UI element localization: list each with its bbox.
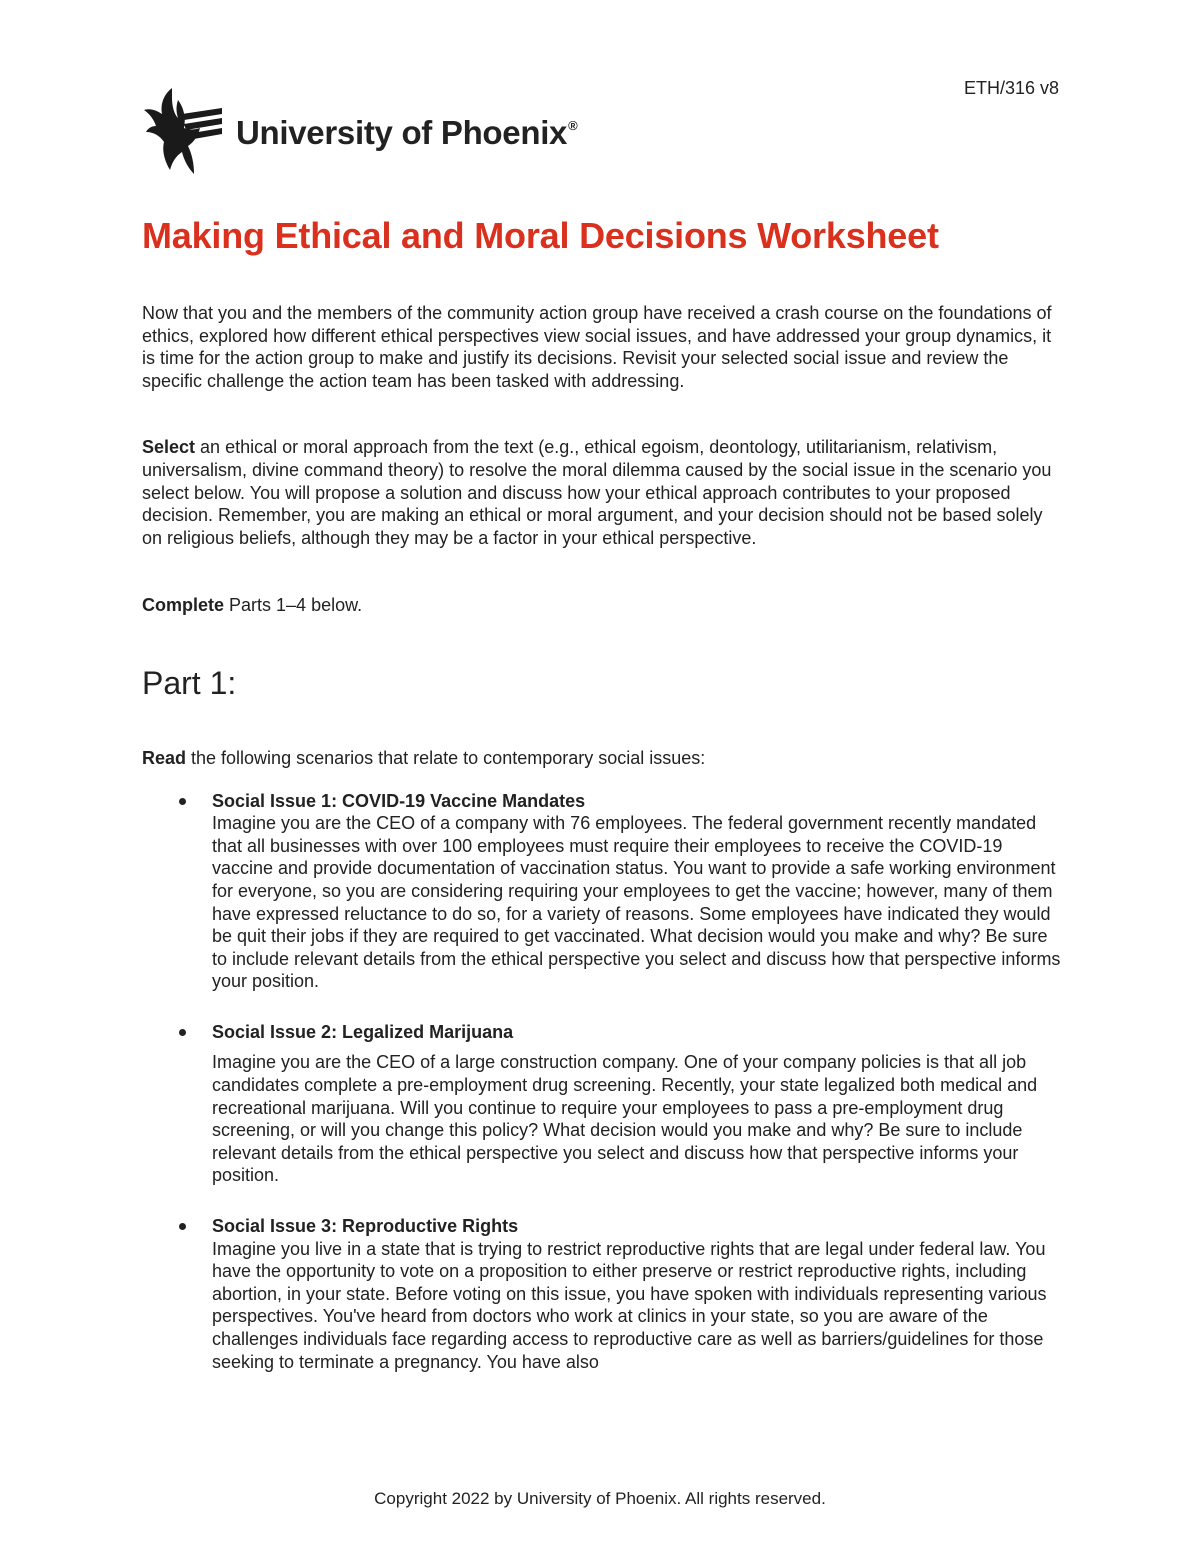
- complete-lead: Complete: [142, 595, 225, 616]
- bullet-icon: [179, 798, 186, 805]
- complete-paragraph: [142, 594, 1062, 617]
- social-issues-list: [142, 790, 1062, 1374]
- bullet-icon: [179, 1029, 186, 1036]
- document-body: [142, 212, 1062, 1373]
- list-item-social-issue-1: [142, 790, 1062, 993]
- issue-title: Social Issue 1: COVID-19 Vaccine Mandates: [212, 790, 586, 811]
- issue-text: Imagine you are the CEO of a company with 76 employees. The federal government recently mandated that all businesses with over 100 employees must require their employees to receive the COVID-19 vaccine and provide documentation of vaccination status. You want to provide a safe working environment for everyone, so you are considering requiring your employees to get the vaccine; however, many of them have expressed reluctance to do so, for a variety of reasons. Some employees have indicated they would be quit their jobs if they are required to get vaccinated. What decision would you make and why? Be sure to include relevant details from the ethical perspective you select and discuss how that perspective informs your position.: [212, 813, 1061, 992]
- university-logo: [142, 84, 577, 176]
- read-text: the following scenarios that relate to contemporary social issues:: [186, 747, 706, 768]
- page-title: Making Ethical and Moral Decisions Worksheet: [142, 215, 939, 256]
- issue-text: Imagine you are the CEO of a large construction company. One of your company policies is that all job candidates complete a pre-employment drug screening. Recently, your state legalized both medical and recreational marijuana. Will you continue to require your employees to pass a pre-employment drug screening, or will you change this policy? What decision would you make and why? Be sure to include relevant details from the ethical perspective you select and discuss how that perspective informs your position.: [212, 1052, 1038, 1186]
- select-paragraph: [142, 436, 1062, 549]
- issue-title: Social Issue 2: Legalized Marijuana: [212, 1021, 514, 1042]
- logo-text: University of Phoenix: [236, 114, 568, 151]
- list-item-social-issue-3: [142, 1215, 1062, 1373]
- logo-wordmark: [236, 114, 577, 152]
- course-code: ETH/316 v8: [963, 78, 1059, 98]
- issue-text: Imagine you live in a state that is trying to restrict reproductive rights that are legal under federal law. You have the opportunity to vote on a proposition to either preserve or restrict reproductive rights, including abortion, in your state. Before voting on this issue, you have spoken with individuals representing various perspectives. You've heard from doctors who work at clinics in your state, so you are aware of the challenges individuals face regarding access to reproductive care as well as barriers/guidelines for those seeking to terminate a pregnancy. You have also: [212, 1238, 1047, 1372]
- read-lead: Read: [142, 747, 187, 768]
- read-paragraph: [142, 747, 1062, 770]
- copyright-footer: Copyright 2022 by University of Phoenix. All rights reserved.: [374, 1489, 826, 1508]
- select-text: an ethical or moral approach from the text (e.g., ethical egoism, deontology, utilitarianism, relativism, universalism, divine command theory) to resolve the moral dilemma caused by the social issue in the scenario you select below. You will propose a solution and discuss how your ethical approach contributes to your proposed decision. Remember, you are making an ethical or moral argument, and your decision should not be based solely on religious beliefs, although they may be a factor in your ethical perspective.: [142, 437, 1052, 548]
- bullet-icon: [179, 1223, 186, 1230]
- select-lead: Select: [142, 437, 196, 458]
- intro-paragraph: Now that you and the members of the community action group have received a crash course on the foundations of ethics, explored how different ethical perspectives view social issues, and have addressed your group dynamics, it is time for the action group to make and justify its decisions. Revisit your selected social issue and review the specific challenge the action team has been tasked with addressing.: [142, 303, 1052, 391]
- phoenix-logo-icon: [142, 84, 224, 176]
- complete-text: Parts 1–4 below.: [224, 595, 363, 616]
- list-item-social-issue-2: [142, 1021, 1062, 1187]
- part-1-heading: Part 1:: [142, 664, 237, 701]
- issue-title: Social Issue 3: Reproductive Rights: [212, 1216, 519, 1237]
- registered-mark: ®: [568, 118, 578, 133]
